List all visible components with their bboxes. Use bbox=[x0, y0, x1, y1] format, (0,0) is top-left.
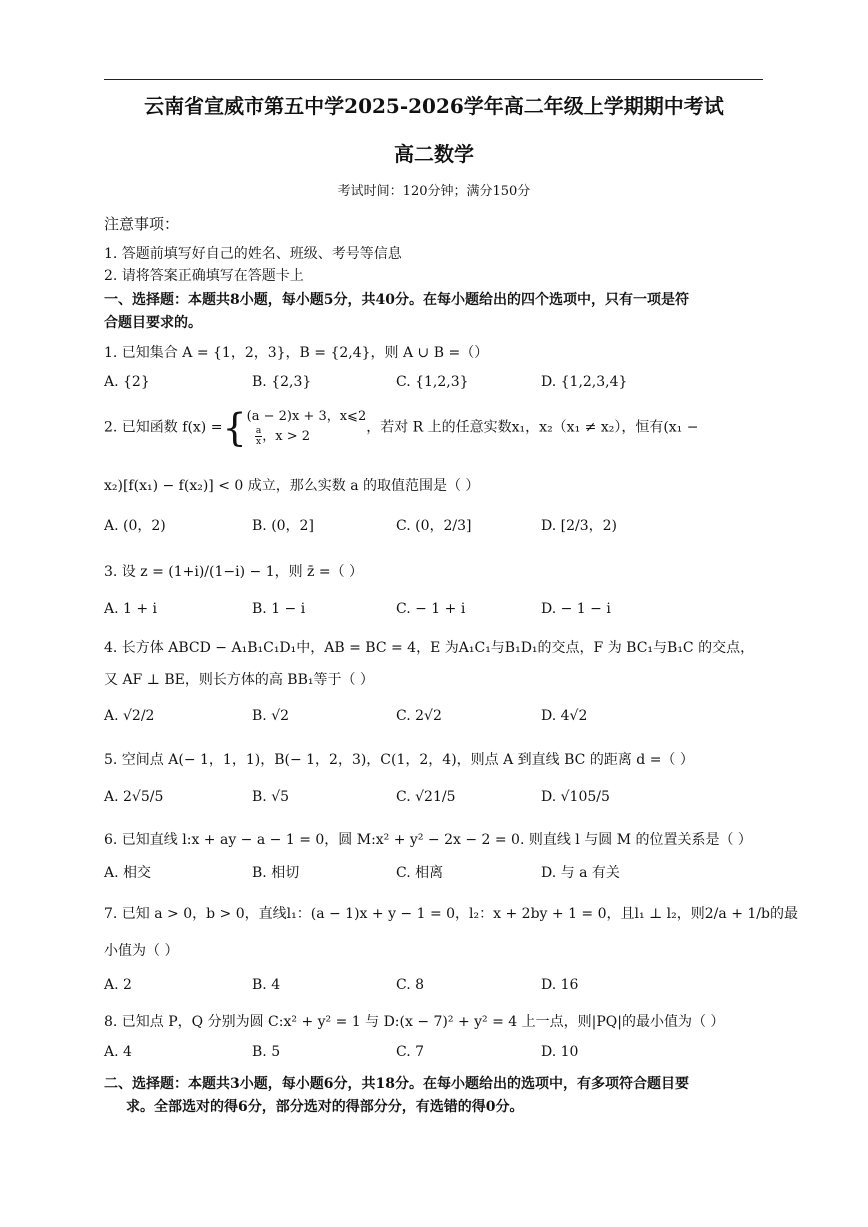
option-c: C. 7 bbox=[396, 1044, 425, 1060]
note-item: 2. 请将答案正确填写在答题卡上 bbox=[104, 268, 304, 284]
option-c: C. {1,2,3} bbox=[396, 374, 469, 390]
option-d: D. 与 a 有关 bbox=[541, 865, 620, 881]
notes-heading: 注意事项： bbox=[104, 215, 180, 233]
option-a: A. (0，2) bbox=[104, 518, 166, 534]
question-8-options bbox=[104, 1044, 764, 1068]
option-b: B. √5 bbox=[252, 789, 290, 805]
option-d: D. − 1 − i bbox=[541, 601, 611, 617]
option-d: D. [2/3，2) bbox=[541, 518, 617, 534]
option-c: C. 2√2 bbox=[396, 708, 442, 724]
question-2-stem bbox=[104, 405, 699, 450]
option-b: B. 4 bbox=[252, 977, 281, 993]
option-c: C. √21/5 bbox=[396, 789, 456, 805]
piece-1: (a − 2)x + 3，x⩽2 bbox=[246, 409, 367, 424]
section2-heading-cont: 求。全部选对的得6分，部分选对的得部分分，有选错的得0分。 bbox=[126, 1099, 524, 1115]
note-item: 1. 答题前填写好自己的姓名、班级、考号等信息 bbox=[104, 246, 402, 262]
question-3-stem: 3. 设 z = (1+i)/(1−i) − 1，则 z̄ =（ ） bbox=[104, 564, 364, 580]
question-7-options bbox=[104, 977, 764, 1001]
section2-heading: 二、选择题：本题共3小题，每小题6分，共18分。在每小题给出的选项中，有多项符合题目要 bbox=[104, 1076, 689, 1092]
exam-title: 云南省宣威市第五中学2025-2026学年高二年级上学期期中考试 bbox=[144, 94, 724, 118]
option-a: A. 2 bbox=[104, 977, 132, 993]
option-a: A. 1 + i bbox=[104, 601, 158, 617]
question-2-options bbox=[104, 515, 764, 539]
option-c: C. (0，2/3] bbox=[396, 518, 472, 534]
option-a: A. 相交 bbox=[104, 865, 152, 881]
option-d: D. 4√2 bbox=[541, 708, 588, 724]
option-b: B. 5 bbox=[252, 1044, 281, 1060]
question-4-stem-cont: 又 AF ⊥ BE，则长方体的高 BB₁等于（ ） bbox=[104, 672, 374, 688]
fraction-a-over-x: $\frac{a}{x}$ bbox=[255, 426, 262, 447]
option-d: D. {1,2,3,4} bbox=[541, 374, 628, 390]
option-c: C. 8 bbox=[396, 977, 425, 993]
question-7-stem: 7. 已知 a > 0，b > 0，直线l₁：(a − 1)x + y − 1 = 0，l₂：x + 2by + 1 = 0，且l₁ ⊥ l₂，则2/a + 1/b的最 bbox=[104, 906, 798, 922]
question-5-options bbox=[104, 789, 764, 813]
option-b: B. 1 − i bbox=[252, 601, 306, 617]
option-b: B. √2 bbox=[252, 708, 290, 724]
question-6-options bbox=[104, 862, 764, 886]
option-c: C. − 1 + i bbox=[396, 601, 466, 617]
section1-heading-cont: 合题目要求的。 bbox=[104, 315, 202, 331]
option-d: D. 16 bbox=[541, 977, 579, 993]
question-4-stem: 4. 长方体 ABCD − A₁B₁C₁D₁中，AB = BC = 4，E 为A₁C₁与B₁D₁的交点，F 为 BC₁与B₁C 的交点， bbox=[104, 640, 755, 656]
q2-stem-pre: 2. 已知函数 f(x) = bbox=[104, 419, 223, 436]
option-b: B. (0，2] bbox=[252, 518, 314, 534]
option-d: D. √105/5 bbox=[541, 789, 610, 805]
option-c: C. 相离 bbox=[396, 865, 444, 881]
option-b: B. 相切 bbox=[252, 865, 300, 881]
top-rule bbox=[104, 79, 763, 80]
question-8-stem: 8. 已知点 P，Q 分别为圆 C:x² + y² = 1 与 D:(x − 7)² + y² = 4 上一点，则|PQ|的最小值为（ ） bbox=[104, 1014, 725, 1030]
piecewise-brace: { bbox=[222, 405, 247, 450]
option-a: A. √2/2 bbox=[104, 708, 155, 724]
question-3-options bbox=[104, 601, 764, 625]
question-6-stem: 6. 已知直线 l:x + ay − a − 1 = 0，圆 M:x² + y² − 2x − 2 = 0. 则直线 l 与圆 M 的位置关系是（ ） bbox=[104, 832, 752, 848]
piecewise-cases bbox=[247, 408, 367, 447]
subject-title: 高二数学 bbox=[394, 142, 474, 166]
question-5-stem: 5. 空间点 A(− 1，1，1)，B(− 1，2，3)，C(1，2，4)，则点 A 到直线 BC 的距离 d =（ ） bbox=[104, 752, 694, 768]
option-a: A. 4 bbox=[104, 1044, 132, 1060]
piece-2: ，x > 2 bbox=[262, 429, 311, 444]
question-1-options bbox=[104, 374, 764, 398]
option-b: B. {2,3} bbox=[252, 374, 312, 390]
question-4-options bbox=[104, 708, 764, 732]
question-1-stem: 1. 已知集合 A = {1，2，3}，B = {2,4}，则 A ∪ B =（） bbox=[104, 345, 489, 361]
question-7-stem-cont: 小值为（ ） bbox=[104, 943, 179, 959]
question-2-stem-cont: x₂)[f(x₁) − f(x₂)] < 0 成立，那么实数 a 的取值范围是（ ） bbox=[104, 478, 480, 494]
option-d: D. 10 bbox=[541, 1044, 579, 1060]
option-a: A. 2√5/5 bbox=[104, 789, 164, 805]
exam-info: 考试时间：120分钟；满分150分 bbox=[337, 184, 531, 199]
section1-heading: 一、选择题：本题共8小题，每小题5分，共40分。在每小题给出的四个选项中，只有一项是符 bbox=[104, 292, 689, 308]
option-a: A. {2} bbox=[104, 374, 150, 390]
q2-stem-post: ，若对 R 上的任意实数x₁，x₂（x₁ ≠ x₂），恒有(x₁ − bbox=[366, 419, 699, 436]
